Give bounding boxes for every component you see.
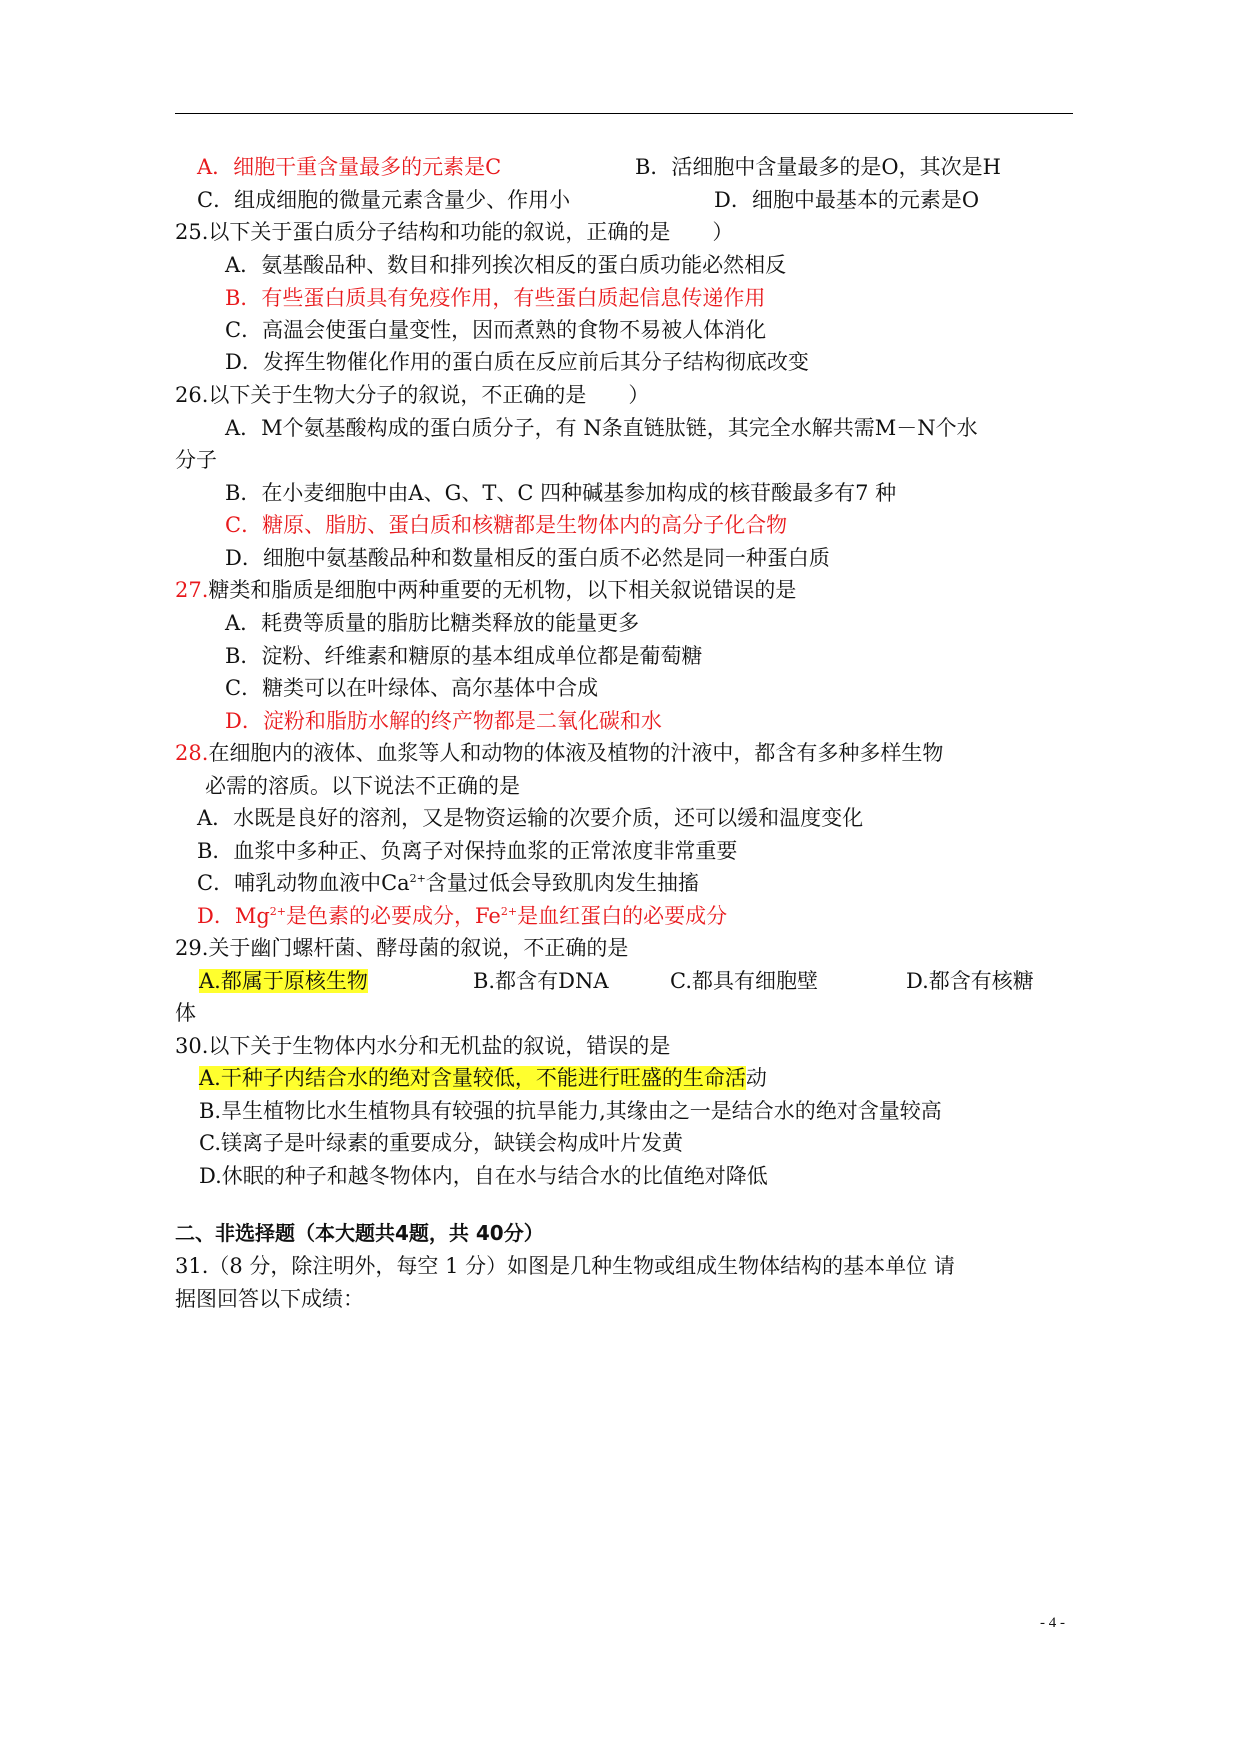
q31-stem-cont: 据图回答以下成绩： bbox=[175, 1287, 364, 1311]
q27-option-b: B．淀粉、纤维素和糖原的基本组成单位都是葡萄糖 bbox=[225, 644, 703, 668]
q26-option-d: D．细胞中氨基酸品种和数量相反的蛋白质不必然是同一种蛋白质 bbox=[225, 546, 830, 570]
q28-option-d bbox=[197, 900, 727, 932]
q30-option-b: B.旱生植物比水生植物具有较强的抗旱能力,其缘由之一是结合水的绝对含量较高 bbox=[199, 1099, 942, 1123]
q30-option-a bbox=[199, 1062, 767, 1094]
q28-stem: 在细胞内的液体、血浆等人和动物的体液及植物的汁液中，都含有多种多样生物 bbox=[208, 741, 944, 765]
q25-option-c: C．高温会使蛋白量变性，因而煮熟的食物不易被人体消化 bbox=[225, 318, 767, 342]
q30-option-a-rest: 动 bbox=[745, 1066, 767, 1090]
q26-option-c: C．糖原、脂肪、蛋白质和核糖都是生物体内的高分子化合物 bbox=[225, 513, 788, 537]
q28-c-post: 含量过低会导致肌肉发生抽搐 bbox=[425, 871, 699, 895]
q29-option-a-text: A.都属于原核生物 bbox=[199, 969, 368, 993]
q29-option-c: C.都具有细胞壁 bbox=[670, 969, 818, 993]
q25-option-d: D．发挥生物催化作用的蛋白质在反应前后其分子结构彻底改变 bbox=[225, 350, 809, 374]
page-number: - 4 - bbox=[1040, 1615, 1065, 1631]
q28-c-pre: C．哺乳动物血液中Ca bbox=[197, 871, 410, 895]
q28-d-sup1: 2+ bbox=[269, 905, 287, 918]
q28-option-a: A．水既是良好的溶剂，又是物资运输的次要介质，还可以缓和温度变化 bbox=[197, 806, 864, 830]
q26-option-a-cont: 分子 bbox=[175, 448, 217, 472]
q24-option-b: B．活细胞中含量最多的是O，其次是H bbox=[635, 155, 1001, 179]
q26-option-a: A．M个氨基酸构成的蛋白质分子，有 N条直链肽链，其完全水解共需M－N个水 bbox=[225, 416, 978, 440]
q28-d-sup2: 2+ bbox=[500, 905, 518, 918]
q30-option-c: C.镁离子是叶绿素的重要成分，缺镁会构成叶片发黄 bbox=[199, 1131, 683, 1155]
q26-stem: 26.以下关于生物大分子的叙说，不正确的是 ） bbox=[175, 383, 650, 407]
q26-option-b: B．在小麦细胞中由A、G、T、C 四种碱基参加构成的核苷酸最多有7 种 bbox=[225, 481, 897, 505]
q27-number: 27. bbox=[175, 578, 209, 602]
q25-option-a: A．氨基酸品种、数目和排列挨次相反的蛋白质功能必然相反 bbox=[225, 253, 787, 277]
q28-number: 28. bbox=[175, 741, 209, 765]
q28-stem-line bbox=[175, 737, 943, 769]
q28-d-pre: D．Mg bbox=[197, 904, 270, 928]
q29-option-d: D.都含有核糖 bbox=[906, 969, 1034, 993]
q29-option-b: B.都含有DNA bbox=[473, 969, 609, 993]
q30-stem: 30.以下关于生物体内水分和无机盐的叙说，错误的是 bbox=[175, 1034, 671, 1058]
q27-stem: 糖类和脂质是细胞中两种重要的无机物，以下相关叙说错误的是 bbox=[208, 578, 797, 602]
q28-option-c bbox=[197, 867, 699, 899]
q28-d-post: 是血红蛋白的必要成分 bbox=[517, 904, 728, 928]
q28-stem-cont: 必需的溶质。以下说法不正确的是 bbox=[205, 774, 520, 798]
section-title: 二、非选择题（本大题共4题，共 40分） bbox=[175, 1221, 544, 1245]
q29-option-a bbox=[199, 965, 368, 997]
q25-option-b: B．有些蛋白质具有免疫作用，有些蛋白质起信息传递作用 bbox=[225, 286, 766, 310]
q24-option-d: D．细胞中最基本的元素是O bbox=[714, 188, 980, 212]
q24-option-a: A．细胞干重含量最多的元素是C bbox=[197, 155, 502, 179]
q28-d-mid: 是色素的必要成分，Fe bbox=[286, 904, 501, 928]
q24-option-c: C．组成细胞的微量元素含量少、作用小 bbox=[197, 188, 571, 212]
q27-option-d: D．淀粉和脂肪水解的终产物都是二氧化碳和水 bbox=[225, 709, 662, 733]
q29-option-d-cont: 体 bbox=[175, 1001, 196, 1025]
q27-option-a: A．耗费等质量的脂肪比糖类释放的能量更多 bbox=[225, 611, 640, 635]
q25-stem: 25.以下关于蛋白质分子结构和功能的叙说，正确的是 ） bbox=[175, 220, 734, 244]
q27-stem-line bbox=[175, 574, 796, 606]
q29-stem: 29.关于幽门螺杆菌、酵母菌的叙说，不正确的是 bbox=[175, 936, 629, 960]
q30-option-d: D.休眠的种子和越冬物体内，自在水与结合水的比值绝对降低 bbox=[199, 1164, 768, 1188]
q31-stem: 31.（8 分，除注明外，每空 1 分）如图是几种生物或组成生物体结构的基本单位 请 bbox=[175, 1254, 955, 1278]
q30-option-a-highlight: A.干种子内结合水的绝对含量较低，不能进行旺盛的生命活 bbox=[199, 1066, 746, 1090]
q28-option-b: B．血浆中多种正、负离子对保持血浆的正常浓度非常重要 bbox=[197, 839, 738, 863]
q28-c-sup: 2+ bbox=[409, 872, 426, 885]
header-rule bbox=[175, 113, 1073, 114]
q27-option-c: C．糖类可以在叶绿体、高尔基体中合成 bbox=[225, 676, 599, 700]
